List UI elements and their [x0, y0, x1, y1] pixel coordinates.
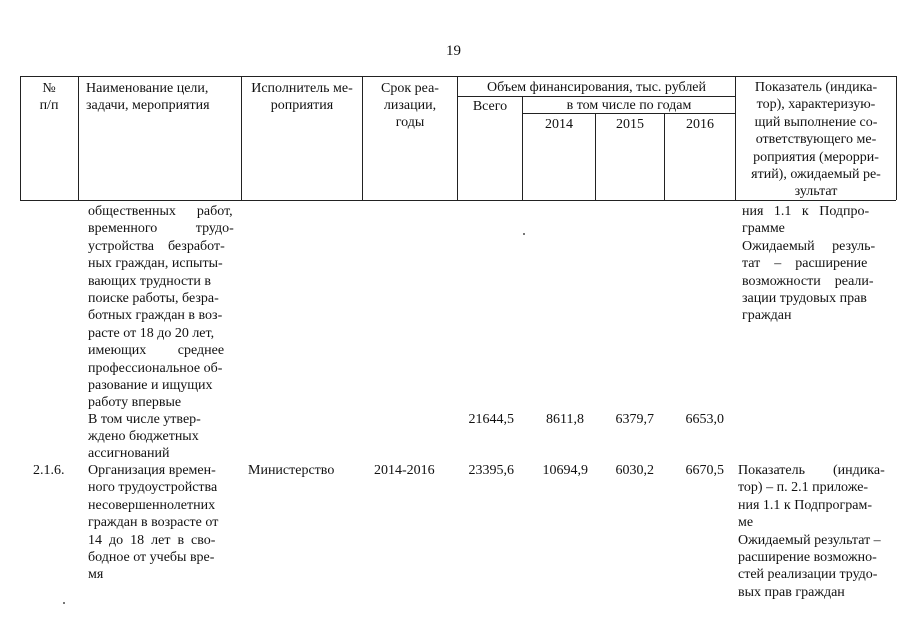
budget-2016: 6653,0	[685, 412, 724, 427]
item-executor: Министерство	[248, 463, 335, 478]
budget-allocation-label: В том числе утвер- ждено бюджетных ассигнований	[88, 412, 201, 461]
item-2014: 10694,9	[542, 463, 588, 478]
scan-speck	[63, 602, 65, 604]
item-number: 2.1.6.	[33, 463, 65, 478]
col-border-1	[78, 76, 79, 200]
header-col-no: № п/п	[39, 81, 59, 113]
budget-2015: 6379,7	[615, 412, 654, 427]
col-border-9	[896, 76, 897, 200]
item-total: 23395,6	[468, 463, 514, 478]
header-year-2016: 2016	[686, 117, 714, 132]
item-name: Организация времен- ного трудоустройства несовершеннолетних граждан в возрасте от 14 до 18 лет в сво- бодное от учебы вре- мя	[88, 463, 219, 583]
item-indicator: Показатель (индика- тор) – п. 2.1 приложе- ния 1.1 к Подпрограм- ме Ожидаемый результат – расширение возможно- стей реализации трудо- вых прав граждан	[738, 463, 885, 600]
header-col-financing: Объем финансирования, тыс. рублей	[486, 80, 707, 95]
scan-speck	[523, 233, 525, 235]
item-term: 2014-2016	[374, 463, 435, 478]
table-top-border	[20, 76, 896, 77]
item-2015: 6030,2	[615, 463, 654, 478]
header-col-years: в том числе по годам	[566, 98, 692, 113]
header-year-2014: 2014	[545, 117, 573, 132]
budget-2014: 8611,8	[546, 412, 584, 427]
header-col-total: Всего	[472, 99, 508, 114]
budget-total: 21644,5	[468, 412, 514, 427]
header-col-term: Срок реа- лизации, годы	[381, 81, 439, 130]
item-2016: 6670,5	[685, 463, 724, 478]
page-number: 19	[446, 43, 461, 59]
continued-task-name: общественных работ, временного трудо- устройства безработ- ных граждан, испыты- вающих трудности в поиске работы, безра- ботных граждан в воз- расте от 18 до 20 лет, имеющих среднее профессиональное об- разование и ищущих работу впервые	[88, 204, 234, 411]
header-col-executor: Исполнитель ме- роприятия	[251, 81, 353, 113]
continued-indicator: ния 1.1 к Подпро- грамме Ожидаемый резуль- тат – расширение возможности реали- зации трудовых прав граждан	[742, 204, 876, 324]
header-col-name: Наименование цели, задачи, мероприятия	[86, 81, 210, 113]
header-year-2015: 2015	[616, 117, 644, 132]
header-col-indicator: Показатель (индика- тор), характеризую- щий выполнение со- ответствующего ме- роприятия (мероpри- ятий), ожидаемый ре- зультат	[751, 80, 881, 200]
